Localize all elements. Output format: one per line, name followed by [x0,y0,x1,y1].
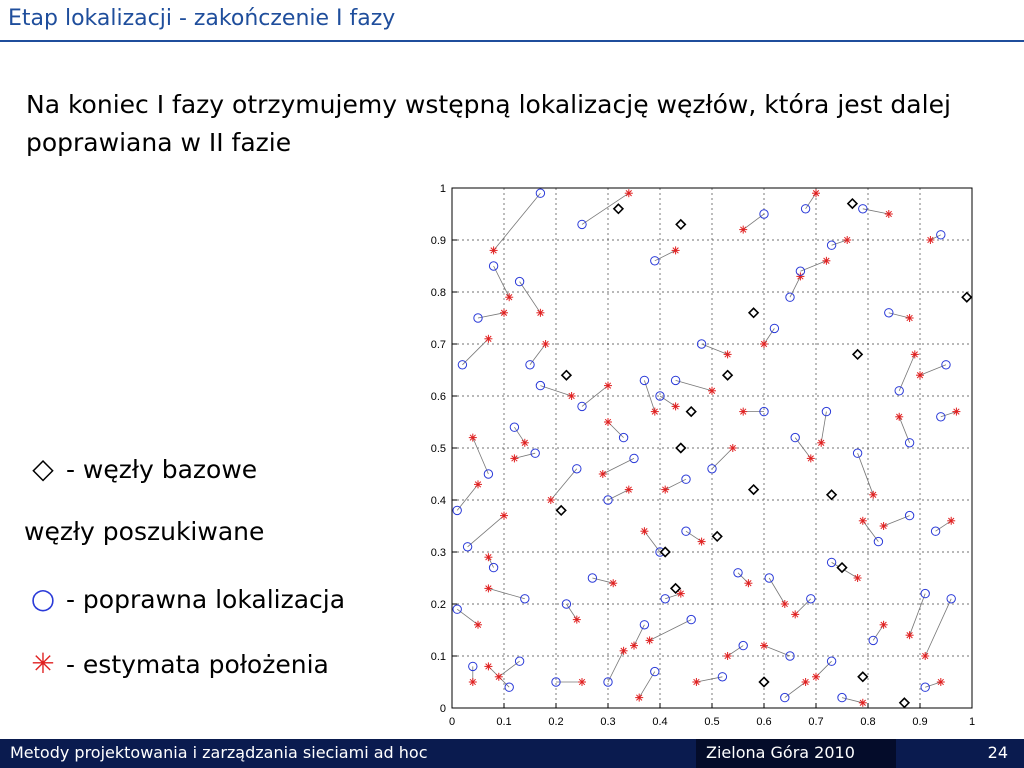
estimate-link [858,453,874,495]
estimate-point [490,246,498,254]
true-location-point [651,257,659,265]
estimate-link [582,386,608,407]
estimate-point [635,694,643,702]
true-location-point [942,361,950,369]
base-node-point [760,678,769,687]
estimate-point [744,579,752,587]
legend-correct-label: - poprawna lokalizacja [65,585,346,614]
estimate-point [812,673,820,681]
estimate-link [608,651,624,682]
x-tick-label: 0.6 [756,716,772,728]
estimate-link [468,516,504,547]
estimate-point [661,486,669,494]
estimate-point [542,340,550,348]
true-location-point [791,433,799,441]
estimate-point [843,236,851,244]
true-location-point [651,667,659,675]
estimate-point [484,335,492,343]
estimate-point [484,553,492,561]
estimate-point [495,673,503,681]
true-location-point [687,615,695,623]
title-divider [0,40,1024,42]
estimate-point [854,574,862,582]
true-location-point [536,189,544,197]
estimate-point [500,309,508,317]
true-location-point [484,470,492,478]
estimate-point [880,621,888,629]
estimate-point [640,527,648,535]
estimate-point [672,402,680,410]
estimate-point [921,652,929,660]
estimate-point [599,470,607,478]
estimate-link [514,427,524,443]
true-location-point [853,449,861,457]
base-node-point [562,371,571,380]
x-tick-label: 0.2 [548,716,564,728]
true-location-point [827,558,835,566]
axis-ticks [431,183,975,728]
legend-estimate [28,647,329,680]
estimate-point [739,408,747,416]
estimate-link [494,266,510,297]
estimate-point [947,517,955,525]
estimate-link [551,469,577,500]
base-node-point [749,485,758,494]
base-node-point [962,293,971,302]
estimate-link [910,594,926,636]
y-tick-label: 0.9 [430,235,446,247]
estimate-link [473,438,489,474]
estimate-point [906,314,914,322]
page-number: 24 [987,743,1008,762]
true-location-point [921,589,929,597]
footer-place-year: Zielona Góra 2010 [706,743,855,762]
estimate-point [885,210,893,218]
estimate-link [821,412,826,443]
estimate-point [724,652,732,660]
estimate-link [764,328,774,344]
estimate-point [807,454,815,462]
y-tick-label: 0.5 [430,443,446,455]
estimate-point [469,678,477,686]
estimate-link [676,380,712,390]
estimate-link [925,599,951,656]
y-tick-label: 1 [439,183,446,195]
base-node-point [676,444,685,453]
estimate-link [899,354,915,390]
true-location-point [801,205,809,213]
estimate-point [625,486,633,494]
estimate-link [603,458,634,474]
estimate-point [817,439,825,447]
legend-base-nodes [28,452,257,485]
estimate-point [729,444,737,452]
estimate-point [760,642,768,650]
true-location-point [531,449,539,457]
estimate-point [672,246,680,254]
estimate-link [634,625,644,646]
base-node-point [900,698,909,707]
estimate-link [655,250,676,260]
estimate-point [906,631,914,639]
estimate-point [547,496,555,504]
estimate-point [510,454,518,462]
estimate-point [739,226,747,234]
estimate-point [926,236,934,244]
slide-title: Etap lokalizacji - zakończenie I fazy [8,6,396,31]
estimate-point [620,647,628,655]
x-tick-label: 0 [448,716,456,728]
x-tick-label: 0.4 [652,716,668,728]
estimate-point [484,662,492,670]
estimate-point [568,392,576,400]
true-location-point [505,683,513,691]
base-node-point [614,204,623,213]
true-location-point [827,241,835,249]
estimate-link [462,339,488,365]
localization-scatter-plot [418,176,988,731]
footer-bar [0,739,1024,768]
estimate-link [873,625,883,641]
y-tick-label: 0.1 [430,651,446,663]
footer-place-box [696,739,896,768]
estimate-point [484,584,492,592]
asterisk-icon: ✳ [31,647,55,680]
estimate-link [566,604,576,620]
estimate-point [536,309,544,317]
true-location-point [630,454,638,462]
estimate-point [822,257,830,265]
true-location-point [489,262,497,270]
base-node-point [723,371,732,380]
estimate-point [859,517,867,525]
true-location-point [739,641,747,649]
base-node-point [557,506,566,515]
legend-correct-location [28,582,345,615]
y-tick-label: 0.2 [430,599,446,611]
estimate-point [609,579,617,587]
true-location-point [885,309,893,317]
estimate-point [474,480,482,488]
estimate-point [859,699,867,707]
estimate-point [646,636,654,644]
estimate-link [608,490,629,500]
estimate-point [573,616,581,624]
estimate-link [806,193,816,209]
estimate-link [665,479,686,489]
estimate-link [686,531,702,541]
estimate-point [708,387,716,395]
x-tick-label: 0.5 [704,716,720,728]
true-location-point [515,277,523,285]
estimate-link [520,282,541,313]
estimate-link [660,396,676,406]
estimate-point [651,408,659,416]
legend-base-label: - węzły bazowe [65,455,258,484]
estimate-link [457,484,478,510]
estimate-point [880,522,888,530]
legend-sought-heading: węzły poszukiwane [24,517,265,546]
plot-grid [452,188,972,708]
estimate-point [937,678,945,686]
circle-icon: ○ [30,582,56,615]
estimate-point [791,610,799,618]
base-node-point [848,199,857,208]
estimate-point [911,350,919,358]
base-node-point [749,308,758,317]
estimate-link [728,646,744,656]
x-tick-label: 0.1 [496,716,512,728]
y-tick-label: 0 [439,703,446,715]
base-node-point [858,672,867,681]
base-node-point [853,350,862,359]
x-tick-label: 0.8 [860,716,876,728]
estimate-point [698,538,706,546]
y-tick-label: 0.8 [430,287,446,299]
true-location-point [463,543,471,551]
estimate-point [692,678,700,686]
estimate-point [724,350,732,358]
estimate-point [505,293,513,301]
estimate-point [781,600,789,608]
estimate-point [474,621,482,629]
estimate-point [604,382,612,390]
estimate-point [869,491,877,499]
true-location-point [786,293,794,301]
estimate-link [650,620,692,641]
estimate-link [494,193,541,250]
true-location-point [640,621,648,629]
estimate-point [916,371,924,379]
estimate-point [625,189,633,197]
estimate-link [936,521,952,531]
estimate-point [469,434,477,442]
base-node-point [687,407,696,416]
y-tick-label: 0.6 [430,391,446,403]
estimate-point [812,189,820,197]
legend-estimate-label: - estymata położenia [65,650,329,679]
estimate-point [802,678,810,686]
x-tick-label: 0.3 [600,716,616,728]
estimate-point [521,439,529,447]
footer-course: Metody projektowania i zarządzania sieciami ad hoc [10,743,428,762]
estimate-point [630,642,638,650]
y-tick-label: 0.4 [430,495,446,507]
base-node-point [713,532,722,541]
estimate-point [500,512,508,520]
base-node-point [676,220,685,229]
estimate-link [790,276,800,297]
slide-body-text: Na koniec I fazy otrzymujemy wstępną lokalizację węzłów, która jest dalej poprawiana w II fazie [26,90,951,157]
estimate-link [488,588,524,598]
y-tick-label: 0.3 [430,547,446,559]
estimate-point [952,408,960,416]
estimate-point [760,340,768,348]
x-tick-label: 1 [968,716,976,728]
x-tick-label: 0.7 [808,716,824,728]
estimate-point [895,413,903,421]
diamond-icon: ◇ [32,452,54,485]
base-node-point [827,490,836,499]
estimate-point [578,678,586,686]
y-tick-label: 0.7 [430,339,446,351]
estimate-point [796,272,804,280]
estimate-point [604,418,612,426]
x-tick-label: 0.9 [912,716,928,728]
